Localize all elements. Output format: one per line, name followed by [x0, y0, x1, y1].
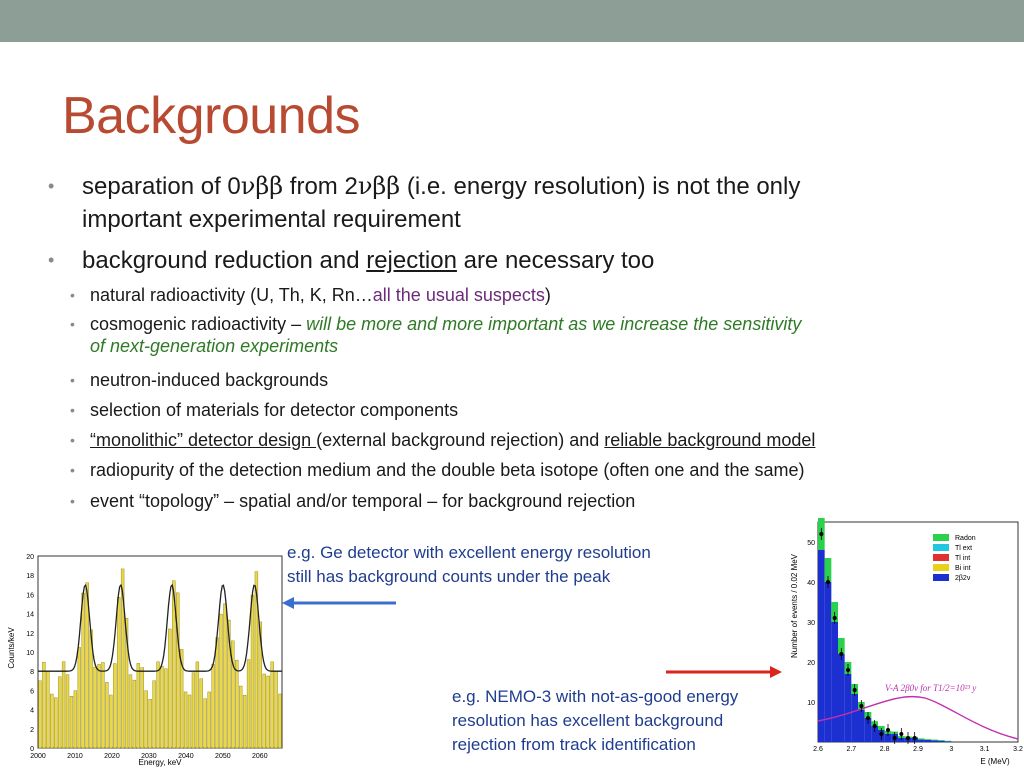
nemo-data-point — [899, 732, 903, 736]
sub-continuation: of next-generation experiments — [90, 336, 339, 356]
nemo-bar-radon — [938, 740, 945, 741]
nemo-data-point — [819, 532, 823, 536]
sub-bullet-radioactivity — [70, 284, 551, 306]
blue-arrow-icon — [280, 594, 398, 612]
bullet-dot: • — [70, 462, 75, 478]
nemo-data-point — [839, 652, 843, 656]
ge-y-ticks — [26, 554, 34, 753]
sub-bullet-topology — [70, 490, 636, 512]
note-line: still has background counts under the peak — [287, 567, 611, 586]
sub-bullet-materials — [70, 399, 459, 421]
ge-bar — [78, 647, 81, 748]
nemo-data-point — [833, 616, 837, 620]
ge-x-tick-label: 2050 — [215, 753, 231, 760]
nemo-bar-2b2v — [838, 654, 845, 742]
bullet-dot: • — [70, 432, 75, 448]
ge-bar — [82, 593, 85, 748]
ge-bar — [109, 695, 112, 748]
note-line: resolution has excellent background — [452, 711, 724, 730]
ge-bar — [247, 660, 250, 748]
ge-bar — [54, 698, 57, 748]
ge-bar — [133, 680, 136, 748]
bullet-dot: • — [70, 316, 75, 332]
ge-bar — [196, 662, 199, 748]
ge-x-tick-label: 2030 — [141, 753, 157, 760]
sub-highlight: all the usual suspects — [372, 285, 545, 305]
ge-bar — [153, 681, 156, 748]
ge-bar — [113, 664, 116, 748]
ge-y-tick-label: 4 — [30, 707, 34, 715]
bullet-continuation: important experimental requirement — [82, 206, 461, 233]
nemo-bar-radon — [925, 739, 932, 740]
ge-x-tick-label: 2060 — [252, 753, 268, 760]
legend-swatch — [933, 534, 949, 541]
nemo-bar-radon — [931, 740, 938, 741]
ge-bar — [62, 662, 65, 748]
top-bar — [0, 0, 1024, 42]
nemo-bar-2b2v — [831, 622, 838, 742]
nemo-bar-radon — [918, 738, 925, 739]
note-line: e.g. NEMO-3 with not-as-good energy — [452, 687, 739, 706]
nemo-data-point — [913, 736, 917, 740]
ge-y-tick-label: 18 — [26, 573, 34, 581]
ge-bar — [117, 597, 120, 748]
ge-bar — [105, 682, 108, 748]
nemo-data-point — [826, 580, 830, 584]
ge-bar — [94, 667, 97, 748]
nemo-y-axis-label: Number of events / 0.02 MeV — [790, 553, 799, 659]
sub-underlined: reliable background model — [604, 430, 816, 450]
nemo-bar-2b2v — [931, 740, 938, 742]
ge-x-axis-label: Energy, keV — [138, 758, 182, 767]
ge-y-tick-label: 6 — [30, 688, 34, 696]
sub-highlight: will be more and more important as we increase the sensitivity — [306, 314, 802, 334]
sub-bullet-cosmogenic — [70, 313, 802, 357]
nemo-spectrum-plot — [785, 516, 1024, 768]
sub-text: radiopurity of the detection medium and the double beta isotope (often one and the same) — [90, 460, 805, 480]
nemo-data-point — [906, 736, 910, 740]
nemo-data-point — [873, 724, 877, 728]
nemo-x-tick-label: 3.2 — [1013, 746, 1023, 753]
ge-x-tick-label: 2010 — [67, 753, 83, 760]
nemo-x-tick-label: 3 — [949, 746, 954, 753]
nemo-x-tick-label: 2.7 — [846, 746, 857, 753]
ge-bar — [46, 671, 49, 748]
legend-label: Bi int — [955, 565, 971, 572]
ge-y-tick-label: 10 — [26, 650, 34, 657]
ge-bar — [223, 604, 226, 748]
ge-x-tick-label: 2040 — [178, 753, 194, 760]
bullet-dot: • — [70, 493, 75, 509]
ge-y-tick-label: 8 — [30, 669, 34, 677]
legend-swatch — [933, 544, 949, 551]
ge-bar — [168, 629, 171, 748]
ge-bar — [251, 595, 254, 748]
ge-bar — [137, 663, 140, 748]
ge-bar — [149, 699, 152, 748]
ge-bar — [184, 692, 187, 748]
nemo-data-point — [886, 728, 890, 732]
ge-bar — [279, 694, 282, 748]
ge-bar — [98, 664, 101, 748]
bullet-dot: • — [70, 372, 75, 388]
nemo-data-point — [866, 716, 870, 720]
sub-text: event “topology” – spatial and/or temporal – for background rejection — [90, 491, 636, 511]
sub-text: cosmogenic radioactivity – — [90, 314, 307, 334]
sub-text: selection of materials for detector components — [90, 400, 459, 420]
ge-bar — [141, 668, 144, 748]
bullet-dot: • — [48, 176, 55, 196]
nemo-bar-2b2v — [818, 550, 825, 742]
ge-bar — [188, 695, 191, 748]
bullet-dot: • — [48, 250, 55, 270]
ge-bar — [129, 675, 132, 748]
ge-bar — [239, 686, 242, 748]
sub-text: neutron-induced backgrounds — [90, 370, 329, 390]
ge-bar — [275, 671, 278, 748]
legend-label: Radon — [955, 535, 976, 542]
ge-y-tick-label: 2 — [30, 726, 34, 734]
bullet-text: separation of 0 — [82, 173, 241, 200]
nemo-x-ticks — [813, 746, 1023, 753]
legend-swatch — [933, 574, 949, 581]
ge-x-tick-label: 2020 — [104, 753, 120, 760]
nemo-y-ticks — [807, 540, 815, 707]
nemo-x-tick-label: 2.6 — [813, 746, 823, 753]
nemo-y-tick-label: 40 — [807, 580, 815, 587]
nemo-bar-2b2v — [938, 741, 945, 742]
legend-swatch — [933, 564, 949, 571]
sub-underlined: “monolithic” detector design — [90, 430, 317, 450]
nemo-x-tick-label: 2.8 — [879, 746, 890, 753]
sub-text: (external background rejection) and — [316, 430, 605, 450]
ge-bar — [70, 696, 73, 748]
ge-bar — [164, 669, 167, 748]
ge-x-tick-label: 2000 — [30, 753, 46, 760]
ge-y-tick-label: 16 — [26, 592, 34, 600]
ge-bar — [66, 675, 69, 748]
ge-bar — [220, 614, 223, 748]
ge-y-tick-label: 0 — [30, 746, 34, 753]
bullet-text: are necessary too — [456, 247, 655, 274]
nemo-x-tick-label: 2.9 — [913, 746, 923, 753]
bullet-background — [48, 244, 962, 277]
ge-bar — [50, 694, 53, 748]
nemo-bar-2b2v — [918, 740, 925, 742]
ge-y-tick-label: 14 — [26, 611, 34, 619]
note-line: e.g. Ge detector with excellent energy resolution — [287, 543, 651, 562]
ge-bar — [243, 695, 246, 748]
ge-y-tick-label: 12 — [26, 630, 34, 638]
ge-bar — [58, 677, 61, 748]
nemo-annotation: V-A 2β0ν for T1/2=10²³ y — [885, 683, 977, 693]
nemo-data-point — [893, 736, 897, 740]
nemo-bar-2b2v — [858, 710, 865, 742]
nemo-y-tick-label: 10 — [807, 700, 815, 707]
ge-bar — [216, 638, 219, 748]
legend-label: Tl int — [955, 555, 971, 562]
ge-bar — [263, 674, 266, 748]
nemo-data-point — [846, 668, 850, 672]
ge-bar — [271, 662, 274, 748]
ge-bar — [42, 662, 45, 748]
sub-bullet-radiopurity — [70, 459, 805, 481]
bullet-underlined: rejection — [366, 247, 457, 274]
ge-bar — [267, 676, 270, 748]
ge-bar — [200, 679, 203, 748]
bullet-separation — [48, 170, 962, 236]
sub-bullet-neutron — [70, 369, 329, 391]
ge-bar — [161, 666, 164, 748]
ge-bar — [157, 662, 160, 748]
ge-y-axis-label: Counts/keV — [7, 627, 16, 669]
ge-bar — [74, 691, 77, 748]
bullet-text: (i.e. energy resolution) is not the only — [400, 173, 801, 200]
legend-label: 2β2ν — [955, 575, 971, 582]
nemo-y-tick-label: 50 — [807, 540, 815, 547]
bullet-dot: • — [70, 287, 75, 303]
nemo-data-point — [879, 732, 883, 736]
red-arrow-icon — [664, 663, 784, 681]
symbol-2nbb: νββ — [357, 172, 401, 200]
ge-y-tick-label: 20 — [26, 554, 34, 561]
ge-bar — [212, 664, 215, 748]
legend-swatch — [933, 554, 949, 561]
nemo-y-tick-label: 30 — [807, 620, 815, 627]
bullet-text: background reduction and — [82, 247, 367, 274]
ge-bar — [101, 662, 104, 748]
ge-spectrum-plot — [0, 548, 290, 768]
nemo-bar-2b2v — [925, 740, 932, 742]
ge-bar — [208, 692, 211, 748]
nemo-data-point — [853, 688, 857, 692]
sub-text: natural radioactivity (U, Th, K, Rn… — [90, 285, 373, 305]
nemo-x-tick-label: 3.1 — [979, 746, 990, 753]
legend-label: Tl ext — [955, 545, 973, 552]
nemo-note — [452, 685, 738, 757]
slide-title: Backgrounds — [62, 87, 361, 145]
ge-bar — [145, 691, 148, 748]
sub-bullet-monolithic — [70, 429, 816, 451]
nemo-bar-2b2v — [945, 741, 952, 742]
ge-note — [287, 541, 651, 589]
sub-text: ) — [544, 285, 551, 305]
ge-bar — [204, 699, 207, 748]
symbol-0nbb: νββ — [240, 172, 284, 200]
nemo-y-tick-label: 20 — [807, 660, 815, 667]
ge-bar — [176, 593, 179, 748]
bullet-text: from 2 — [283, 173, 358, 200]
bullet-dot: • — [70, 402, 75, 418]
nemo-x-axis-label: E (MeV) — [980, 757, 1010, 766]
nemo-bar-2b2v — [845, 674, 852, 742]
note-line: rejection from track identification — [452, 735, 696, 754]
ge-bar — [235, 660, 238, 748]
nemo-bar-2b2v — [851, 694, 858, 742]
nemo-data-point — [859, 704, 863, 708]
ge-bar — [39, 681, 42, 748]
ge-bar — [192, 673, 195, 748]
